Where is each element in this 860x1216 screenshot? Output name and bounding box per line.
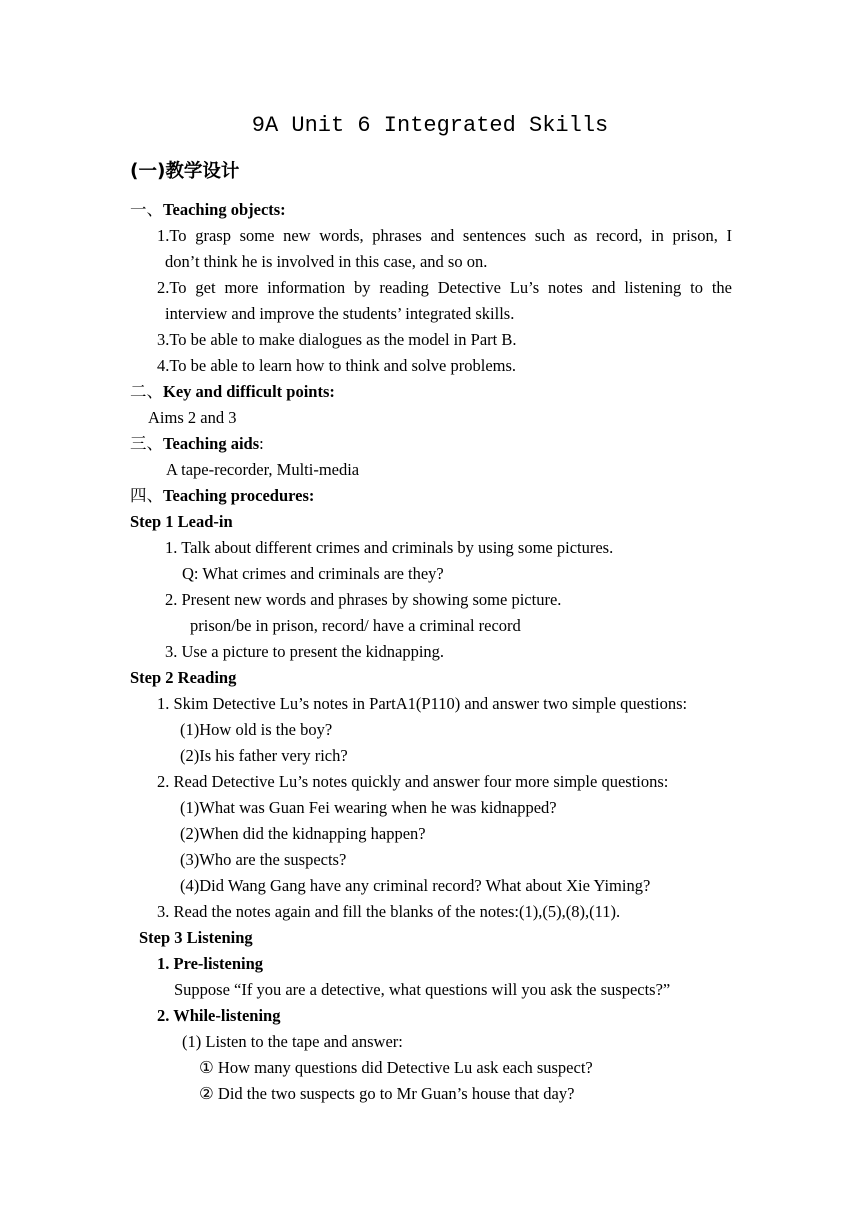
aids-text: A tape-recorder, Multi-media: [166, 460, 360, 479]
aids-colon: :: [259, 434, 264, 453]
step2-line-7: (3)Who are the suspects?: [180, 850, 347, 869]
document-title: 9A Unit 6 Integrated Skills: [251, 113, 609, 138]
step2-heading: Step 2 Reading: [130, 668, 237, 687]
objective-2-line-1: 2.To get more information by reading Detective Lu’s notes and listening to the: [157, 278, 732, 297]
objects-number: 一、: [130, 200, 163, 219]
procedures-number: 四、: [130, 486, 163, 505]
step2-line-9: 3. Read the notes again and fill the blanks of the notes:(1),(5),(8),(11).: [157, 902, 621, 921]
step2-line-1: 1. Skim Detective Lu’s notes in PartA1(P110) and answer two simple questions:: [157, 694, 688, 713]
aids-number: 三、: [130, 434, 163, 453]
objects-label: Teaching objects:: [163, 200, 286, 219]
step1-line-5: 3. Use a picture to present the kidnapping.: [165, 642, 445, 661]
aids-heading: [130, 434, 264, 454]
objective-2-line-2: interview and improve the students’ integrated skills.: [165, 304, 515, 323]
listening-question-1: ① How many questions did Detective Lu ask each suspect?: [199, 1058, 593, 1077]
step2-line-5: (1)What was Guan Fei wearing when he was kidnapped?: [180, 798, 557, 817]
pre-listening-text: Suppose “If you are a detective, what questions will you ask the suspects?”: [174, 980, 671, 999]
key-points-label: Key and difficult points:: [163, 382, 335, 401]
pre-listening-heading: 1. Pre-listening: [157, 954, 264, 973]
key-points-heading: [130, 382, 335, 402]
step2-line-3: (2)Is his father very rich?: [180, 746, 348, 765]
key-points-text: Aims 2 and 3: [148, 408, 237, 427]
step1-line-2: Q: What crimes and criminals are they?: [182, 564, 444, 583]
procedures-heading: [130, 486, 314, 506]
objective-3: 3.To be able to make dialogues as the model in Part B.: [157, 330, 517, 349]
step3-heading: Step 3 Listening: [139, 928, 253, 947]
step1-line-1: 1. Talk about different crimes and criminals by using some pictures.: [165, 538, 614, 557]
objective-1-line-2: don’t think he is involved in this case, and so on.: [165, 252, 488, 271]
section-heading: (一)教学设计: [130, 161, 240, 182]
objective-1-line-1: 1.To grasp some new words, phrases and sentences such as record, in prison, I: [157, 226, 732, 245]
step2-line-8: (4)Did Wang Gang have any criminal record? What about Xie Yiming?: [180, 876, 651, 895]
step2-line-4: 2. Read Detective Lu’s notes quickly and answer four more simple questions:: [157, 772, 669, 791]
step1-heading: Step 1 Lead-in: [130, 512, 233, 531]
listening-question-2: ② Did the two suspects go to Mr Guan’s house that day?: [199, 1084, 575, 1103]
step1-line-4: prison/be in prison, record/ have a criminal record: [190, 616, 521, 635]
procedures-label: Teaching procedures:: [163, 486, 315, 505]
objective-4: 4.To be able to learn how to think and solve problems.: [157, 356, 517, 375]
key-points-number: 二、: [130, 382, 163, 401]
while-listening-intro: (1) Listen to the tape and answer:: [182, 1032, 403, 1051]
objects-heading: [130, 200, 286, 220]
while-listening-heading: 2. While-listening: [157, 1006, 281, 1025]
aids-label: Teaching aids: [163, 434, 260, 453]
step1-line-3: 2. Present new words and phrases by showing some picture.: [165, 590, 562, 609]
step2-line-2: (1)How old is the boy?: [180, 720, 333, 739]
step2-line-6: (2)When did the kidnapping happen?: [180, 824, 426, 843]
